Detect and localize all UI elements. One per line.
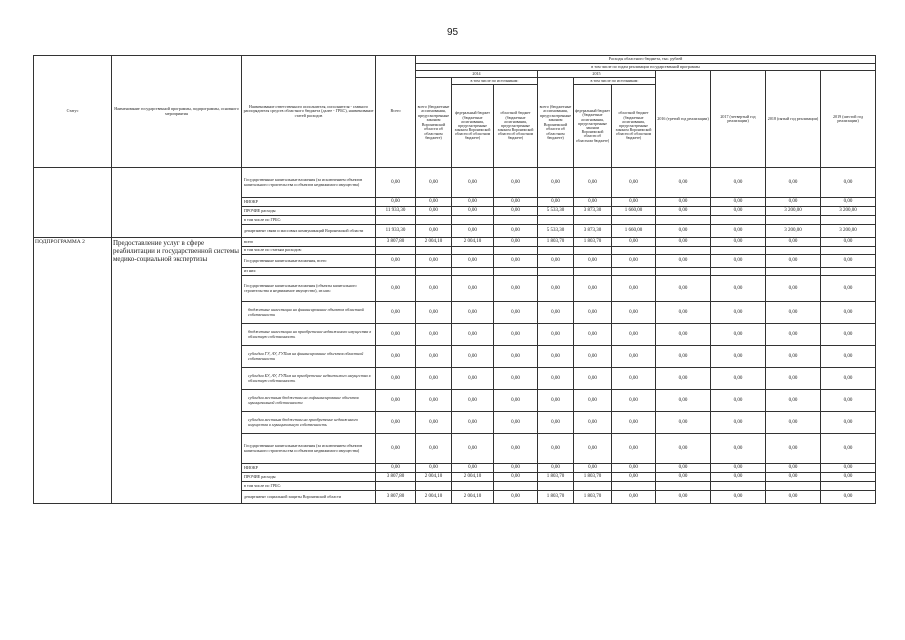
- amount-cell: 0,00: [376, 346, 416, 368]
- amount-cell: 0,00: [612, 412, 656, 434]
- amount-cell: 0,00: [574, 434, 612, 464]
- header-year-2018: 2018 (пятый год реализации): [766, 71, 821, 168]
- amount-cell: 0,00: [711, 491, 766, 504]
- amount-cell: 0,00: [452, 302, 494, 324]
- table-row: [34, 168, 876, 198]
- amount-cell: [656, 268, 711, 276]
- amount-cell: 0,00: [376, 412, 416, 434]
- amount-cell: 3 200,00: [766, 225, 821, 238]
- amount-cell: 0,00: [711, 346, 766, 368]
- amount-cell: 0,00: [494, 390, 538, 412]
- expense-item-label: всего: [242, 238, 376, 247]
- amount-cell: 1 660,00: [612, 225, 656, 238]
- amount-cell: [612, 216, 656, 225]
- amount-cell: [766, 268, 821, 276]
- amount-cell: 0,00: [574, 168, 612, 198]
- amount-cell: [821, 216, 876, 225]
- amount-cell: [416, 268, 452, 276]
- expense-item-label: из них:: [242, 268, 376, 276]
- expense-item-label: Государственные капитальные вложения (объекты капитального строительства и недвижимое имущество), из них:: [242, 276, 376, 302]
- subprogram-status: ПОДПРОГРАММА 2: [34, 238, 112, 504]
- amount-cell: 2 004,10: [416, 491, 452, 504]
- table-body-subprogram: [34, 238, 876, 504]
- amount-cell: 0,00: [574, 346, 612, 368]
- amount-cell: 0,00: [656, 473, 711, 482]
- amount-cell: 0,00: [821, 491, 876, 504]
- amount-cell: 0,00: [376, 276, 416, 302]
- amount-cell: 0,00: [766, 368, 821, 390]
- amount-cell: 0,00: [538, 168, 574, 198]
- amount-cell: 0,00: [574, 390, 612, 412]
- amount-cell: 0,00: [711, 324, 766, 346]
- amount-cell: 0,00: [821, 255, 876, 268]
- amount-cell: [376, 268, 416, 276]
- amount-cell: 0,00: [766, 168, 821, 198]
- amount-cell: 0,00: [538, 464, 574, 473]
- amount-cell: [494, 247, 538, 255]
- amount-cell: 0,00: [656, 207, 711, 216]
- header-by-years: в том числе по годам реализации государственной программы: [416, 64, 876, 71]
- amount-cell: 3 873,30: [574, 225, 612, 238]
- amount-cell: 2 004,10: [452, 491, 494, 504]
- amount-cell: 0,00: [538, 255, 574, 268]
- header-year-2014: 2014: [416, 71, 538, 78]
- amount-cell: 2 004,10: [416, 238, 452, 247]
- amount-cell: [711, 268, 766, 276]
- amount-cell: 0,00: [821, 473, 876, 482]
- amount-cell: 0,00: [452, 198, 494, 207]
- amount-cell: 1 803,70: [538, 473, 574, 482]
- budget-table: [33, 55, 876, 504]
- expense-item-label: НИОКР: [242, 198, 376, 207]
- amount-cell: 0,00: [452, 412, 494, 434]
- expense-item-label: в том числе по ГРБС:: [242, 216, 376, 225]
- header-2015-regional: областной бюджет (бюджетные ассигнования, предусмотренные законом Воронежской области об областном бюджете): [612, 85, 656, 168]
- amount-cell: 0,00: [821, 390, 876, 412]
- amount-cell: 0,00: [656, 225, 711, 238]
- amount-cell: [656, 216, 711, 225]
- amount-cell: 0,00: [494, 368, 538, 390]
- amount-cell: 0,00: [711, 198, 766, 207]
- amount-cell: 0,00: [612, 276, 656, 302]
- amount-cell: 0,00: [821, 464, 876, 473]
- amount-cell: 0,00: [766, 255, 821, 268]
- amount-cell: 2 004,10: [452, 473, 494, 482]
- header-2015-total: всего (бюджетные ассигнования, предусмотренные законом Воронежской области об областном бюджете): [538, 78, 574, 168]
- amount-cell: 3 807,80: [376, 238, 416, 247]
- amount-cell: 0,00: [612, 324, 656, 346]
- header-total: Всего: [376, 56, 416, 168]
- header-responsible: Наименование ответственного исполнителя, исполнителя - главного распорядителя средств областного бюджета (далее - ГРБС), наименование статей расходов: [242, 56, 376, 168]
- header-year-2019: 2019 (шестой год реализации): [821, 71, 876, 168]
- amount-cell: 0,00: [612, 464, 656, 473]
- amount-cell: [574, 216, 612, 225]
- amount-cell: 1 660,00: [612, 207, 656, 216]
- amount-cell: [711, 247, 766, 255]
- amount-cell: 0,00: [494, 238, 538, 247]
- amount-cell: 0,00: [612, 198, 656, 207]
- amount-cell: 0,00: [766, 324, 821, 346]
- amount-cell: 2 004,10: [452, 238, 494, 247]
- amount-cell: 0,00: [711, 276, 766, 302]
- expense-item-label: субсидии БУ, АУ, ГУПам на приобретение недвижимого имущества в областную собственность: [242, 368, 376, 390]
- amount-cell: 0,00: [821, 434, 876, 464]
- amount-cell: 0,00: [452, 368, 494, 390]
- amount-cell: 0,00: [416, 368, 452, 390]
- amount-cell: [656, 482, 711, 491]
- amount-cell: 1 803,70: [538, 491, 574, 504]
- amount-cell: 0,00: [452, 276, 494, 302]
- amount-cell: 0,00: [494, 434, 538, 464]
- amount-cell: 0,00: [538, 324, 574, 346]
- amount-cell: 0,00: [452, 464, 494, 473]
- amount-cell: 0,00: [711, 207, 766, 216]
- amount-cell: [452, 268, 494, 276]
- amount-cell: [766, 482, 821, 491]
- amount-cell: [376, 482, 416, 491]
- amount-cell: 0,00: [656, 198, 711, 207]
- amount-cell: 0,00: [656, 346, 711, 368]
- amount-cell: 0,00: [711, 390, 766, 412]
- amount-cell: 5 533,30: [538, 225, 574, 238]
- amount-cell: [494, 482, 538, 491]
- amount-cell: 0,00: [452, 168, 494, 198]
- amount-cell: 0,00: [416, 434, 452, 464]
- amount-cell: 0,00: [612, 434, 656, 464]
- amount-cell: 0,00: [416, 168, 452, 198]
- amount-cell: 0,00: [494, 225, 538, 238]
- expense-item-label: НИОКР: [242, 464, 376, 473]
- amount-cell: 0,00: [821, 324, 876, 346]
- header-year-2015: 2015: [538, 71, 656, 78]
- expense-item-label: Государственные капитальные вложения, всего: [242, 255, 376, 268]
- amount-cell: 0,00: [376, 324, 416, 346]
- amount-cell: [494, 216, 538, 225]
- expense-item-label: департамент социальной защиты Воронежской области: [242, 491, 376, 504]
- amount-cell: 0,00: [711, 464, 766, 473]
- budget-table-container: [33, 55, 875, 504]
- expense-item-label: ПРОЧИЕ расходы: [242, 207, 376, 216]
- amount-cell: 0,00: [821, 168, 876, 198]
- amount-cell: 0,00: [416, 225, 452, 238]
- amount-cell: 0,00: [766, 238, 821, 247]
- amount-cell: 0,00: [656, 238, 711, 247]
- amount-cell: 0,00: [416, 198, 452, 207]
- amount-cell: 0,00: [538, 368, 574, 390]
- amount-cell: [452, 482, 494, 491]
- amount-cell: 0,00: [494, 255, 538, 268]
- amount-cell: [452, 247, 494, 255]
- amount-cell: 11 933,30: [376, 225, 416, 238]
- amount-cell: 0,00: [656, 464, 711, 473]
- amount-cell: 0,00: [612, 302, 656, 324]
- amount-cell: 0,00: [416, 207, 452, 216]
- header-status: Статус: [34, 56, 112, 168]
- amount-cell: 3 200,00: [821, 225, 876, 238]
- amount-cell: 0,00: [376, 464, 416, 473]
- table-header: [34, 56, 876, 168]
- amount-cell: [821, 482, 876, 491]
- amount-cell: [711, 482, 766, 491]
- expense-item-label: Государственные капитальные вложения (за исключением объектов капитального строительства и объектов недвижимого имущества): [242, 434, 376, 464]
- amount-cell: 3 873,30: [574, 207, 612, 216]
- amount-cell: 0,00: [766, 464, 821, 473]
- amount-cell: 0,00: [766, 276, 821, 302]
- amount-cell: 0,00: [612, 168, 656, 198]
- amount-cell: 0,00: [494, 464, 538, 473]
- expense-item-label: ПРОЧИЕ расходы: [242, 473, 376, 482]
- amount-cell: 1 803,70: [538, 238, 574, 247]
- amount-cell: 0,00: [452, 346, 494, 368]
- amount-cell: 1 803,70: [574, 238, 612, 247]
- amount-cell: 0,00: [821, 302, 876, 324]
- amount-cell: 0,00: [538, 276, 574, 302]
- amount-cell: 0,00: [656, 276, 711, 302]
- amount-cell: 0,00: [711, 238, 766, 247]
- amount-cell: 0,00: [656, 255, 711, 268]
- amount-cell: 0,00: [766, 198, 821, 207]
- amount-cell: 0,00: [711, 302, 766, 324]
- amount-cell: 0,00: [711, 473, 766, 482]
- amount-cell: 0,00: [416, 302, 452, 324]
- amount-cell: 0,00: [766, 434, 821, 464]
- amount-cell: 0,00: [538, 346, 574, 368]
- header-2014-by-sources: в том числе по источникам:: [452, 78, 538, 85]
- amount-cell: 0,00: [574, 368, 612, 390]
- amount-cell: 3 807,80: [376, 491, 416, 504]
- amount-cell: 0,00: [538, 302, 574, 324]
- amount-cell: 0,00: [656, 491, 711, 504]
- expense-item-label: в том числе по ГРБС:: [242, 482, 376, 491]
- expense-item-label: в том числе по статьям расходов:: [242, 247, 376, 255]
- amount-cell: 0,00: [766, 491, 821, 504]
- amount-cell: 0,00: [656, 390, 711, 412]
- amount-cell: [538, 216, 574, 225]
- expense-item-label: Государственные капитальные вложения (за исключением объектов капитального строительства и объектов недвижимого имущества): [242, 168, 376, 198]
- amount-cell: 0,00: [538, 198, 574, 207]
- amount-cell: 0,00: [612, 238, 656, 247]
- header-2015-by-sources: в том числе по источникам:: [574, 78, 656, 85]
- amount-cell: [711, 216, 766, 225]
- amount-cell: [821, 268, 876, 276]
- amount-cell: 0,00: [376, 390, 416, 412]
- amount-cell: 0,00: [766, 346, 821, 368]
- header-year-2017: 2017 (четвертый год реализации): [711, 71, 766, 168]
- status-cell: [34, 168, 112, 238]
- expense-item-label: бюджетные инвестиции на финансирование объектов областной собственности: [242, 302, 376, 324]
- header-2014-federal: федеральный бюджет (бюджетные ассигнования, предусмотренные законом Воронежской области об областном бюджете): [452, 85, 494, 168]
- table-row: [34, 238, 876, 247]
- amount-cell: [612, 247, 656, 255]
- amount-cell: 0,00: [494, 346, 538, 368]
- amount-cell: 0,00: [416, 390, 452, 412]
- amount-cell: 0,00: [538, 434, 574, 464]
- amount-cell: 0,00: [766, 412, 821, 434]
- header-2015-federal: федеральный бюджет (бюджетные ассигнования, предусмотренные законом Воронежской области об областном бюджете): [574, 85, 612, 168]
- amount-cell: 0,00: [574, 324, 612, 346]
- amount-cell: 2 004,10: [416, 473, 452, 482]
- page-number: 95: [446, 27, 459, 38]
- amount-cell: 0,00: [494, 302, 538, 324]
- amount-cell: 0,00: [711, 225, 766, 238]
- amount-cell: 0,00: [574, 255, 612, 268]
- amount-cell: 0,00: [766, 390, 821, 412]
- amount-cell: [376, 216, 416, 225]
- amount-cell: [538, 268, 574, 276]
- amount-cell: [452, 216, 494, 225]
- amount-cell: 0,00: [656, 412, 711, 434]
- amount-cell: 0,00: [766, 473, 821, 482]
- header-program-name: Наименование государственной программы, подпрограммы, основного мероприятия: [112, 56, 242, 168]
- amount-cell: 0,00: [376, 255, 416, 268]
- header-expenses-title: Расходы областного бюджета, тыс. рублей: [416, 56, 876, 64]
- amount-cell: [821, 247, 876, 255]
- expense-item-label: субсидии ГУ, АУ, ГУПам на финансирование объектов областной собственности: [242, 346, 376, 368]
- amount-cell: 0,00: [494, 412, 538, 434]
- amount-cell: [494, 268, 538, 276]
- expense-item-label: субсидии местным бюджетам на софинансирование объектов муниципальной собственности: [242, 390, 376, 412]
- amount-cell: [376, 247, 416, 255]
- amount-cell: 0,00: [416, 324, 452, 346]
- amount-cell: 0,00: [416, 255, 452, 268]
- amount-cell: [416, 247, 452, 255]
- amount-cell: 0,00: [452, 225, 494, 238]
- amount-cell: 0,00: [711, 255, 766, 268]
- amount-cell: 0,00: [538, 412, 574, 434]
- amount-cell: 0,00: [711, 168, 766, 198]
- amount-cell: 0,00: [494, 473, 538, 482]
- amount-cell: 0,00: [711, 412, 766, 434]
- amount-cell: 0,00: [494, 168, 538, 198]
- amount-cell: 11 933,30: [376, 207, 416, 216]
- amount-cell: 0,00: [821, 276, 876, 302]
- header-2014-total: всего (бюджетные ассигнования, предусмотренные законом Воронежской области об областном бюджете): [416, 78, 452, 168]
- amount-cell: 0,00: [656, 302, 711, 324]
- amount-cell: [538, 482, 574, 491]
- table-body-top: [34, 168, 876, 238]
- amount-cell: 0,00: [821, 198, 876, 207]
- amount-cell: [612, 268, 656, 276]
- amount-cell: [574, 268, 612, 276]
- amount-cell: 0,00: [656, 168, 711, 198]
- amount-cell: 0,00: [416, 412, 452, 434]
- amount-cell: 0,00: [821, 368, 876, 390]
- amount-cell: 3 200,00: [766, 207, 821, 216]
- program-name-cell: [112, 168, 242, 238]
- amount-cell: 0,00: [612, 346, 656, 368]
- amount-cell: [538, 247, 574, 255]
- amount-cell: 0,00: [376, 368, 416, 390]
- amount-cell: 0,00: [494, 491, 538, 504]
- amount-cell: 0,00: [612, 368, 656, 390]
- amount-cell: [766, 216, 821, 225]
- amount-cell: 0,00: [656, 368, 711, 390]
- amount-cell: 0,00: [494, 324, 538, 346]
- amount-cell: 0,00: [711, 434, 766, 464]
- amount-cell: [574, 247, 612, 255]
- amount-cell: 0,00: [452, 434, 494, 464]
- amount-cell: 0,00: [612, 473, 656, 482]
- amount-cell: 3 807,80: [376, 473, 416, 482]
- expense-item-label: департамент связи и массовых коммуникаций Воронежской области: [242, 225, 376, 238]
- amount-cell: 0,00: [574, 464, 612, 473]
- amount-cell: 0,00: [821, 412, 876, 434]
- amount-cell: 0,00: [574, 198, 612, 207]
- amount-cell: 0,00: [656, 434, 711, 464]
- header-year-2016: 2016 (третий год реализации): [656, 71, 711, 168]
- amount-cell: 0,00: [656, 324, 711, 346]
- amount-cell: 0,00: [376, 302, 416, 324]
- amount-cell: [612, 482, 656, 491]
- amount-cell: [766, 247, 821, 255]
- amount-cell: 0,00: [452, 324, 494, 346]
- amount-cell: 0,00: [416, 276, 452, 302]
- amount-cell: 0,00: [494, 207, 538, 216]
- amount-cell: 0,00: [376, 168, 416, 198]
- amount-cell: 0,00: [494, 276, 538, 302]
- amount-cell: 0,00: [416, 464, 452, 473]
- amount-cell: 0,00: [612, 491, 656, 504]
- amount-cell: 0,00: [711, 368, 766, 390]
- amount-cell: 0,00: [416, 346, 452, 368]
- amount-cell: 0,00: [821, 238, 876, 247]
- amount-cell: 0,00: [452, 255, 494, 268]
- amount-cell: [416, 482, 452, 491]
- amount-cell: 0,00: [574, 302, 612, 324]
- expense-item-label: бюджетные инвестиции на приобретение недвижимого имущества в областную собственность: [242, 324, 376, 346]
- amount-cell: 1 803,70: [574, 491, 612, 504]
- amount-cell: 3 200,00: [821, 207, 876, 216]
- amount-cell: 0,00: [376, 198, 416, 207]
- amount-cell: 0,00: [376, 434, 416, 464]
- header-2014-regional: областной бюджет (бюджетные ассигнования, предусмотренные законом Воронежской области об областном бюджете): [494, 85, 538, 168]
- amount-cell: 0,00: [494, 198, 538, 207]
- amount-cell: 1 803,70: [574, 473, 612, 482]
- amount-cell: 0,00: [821, 346, 876, 368]
- amount-cell: [416, 216, 452, 225]
- amount-cell: 0,00: [766, 302, 821, 324]
- amount-cell: 0,00: [574, 276, 612, 302]
- subprogram-name: Предоставление услуг в сфере реабилитации и государственной системы медико-социальной экспертизы: [112, 238, 242, 504]
- amount-cell: [574, 482, 612, 491]
- amount-cell: 0,00: [612, 390, 656, 412]
- amount-cell: 0,00: [574, 412, 612, 434]
- amount-cell: [656, 247, 711, 255]
- amount-cell: 5 533,30: [538, 207, 574, 216]
- amount-cell: 0,00: [612, 255, 656, 268]
- expense-item-label: субсидии местным бюджетам на приобретение недвижимого имущества в муниципальную собственность: [242, 412, 376, 434]
- amount-cell: 0,00: [452, 207, 494, 216]
- amount-cell: 0,00: [538, 390, 574, 412]
- amount-cell: 0,00: [452, 390, 494, 412]
